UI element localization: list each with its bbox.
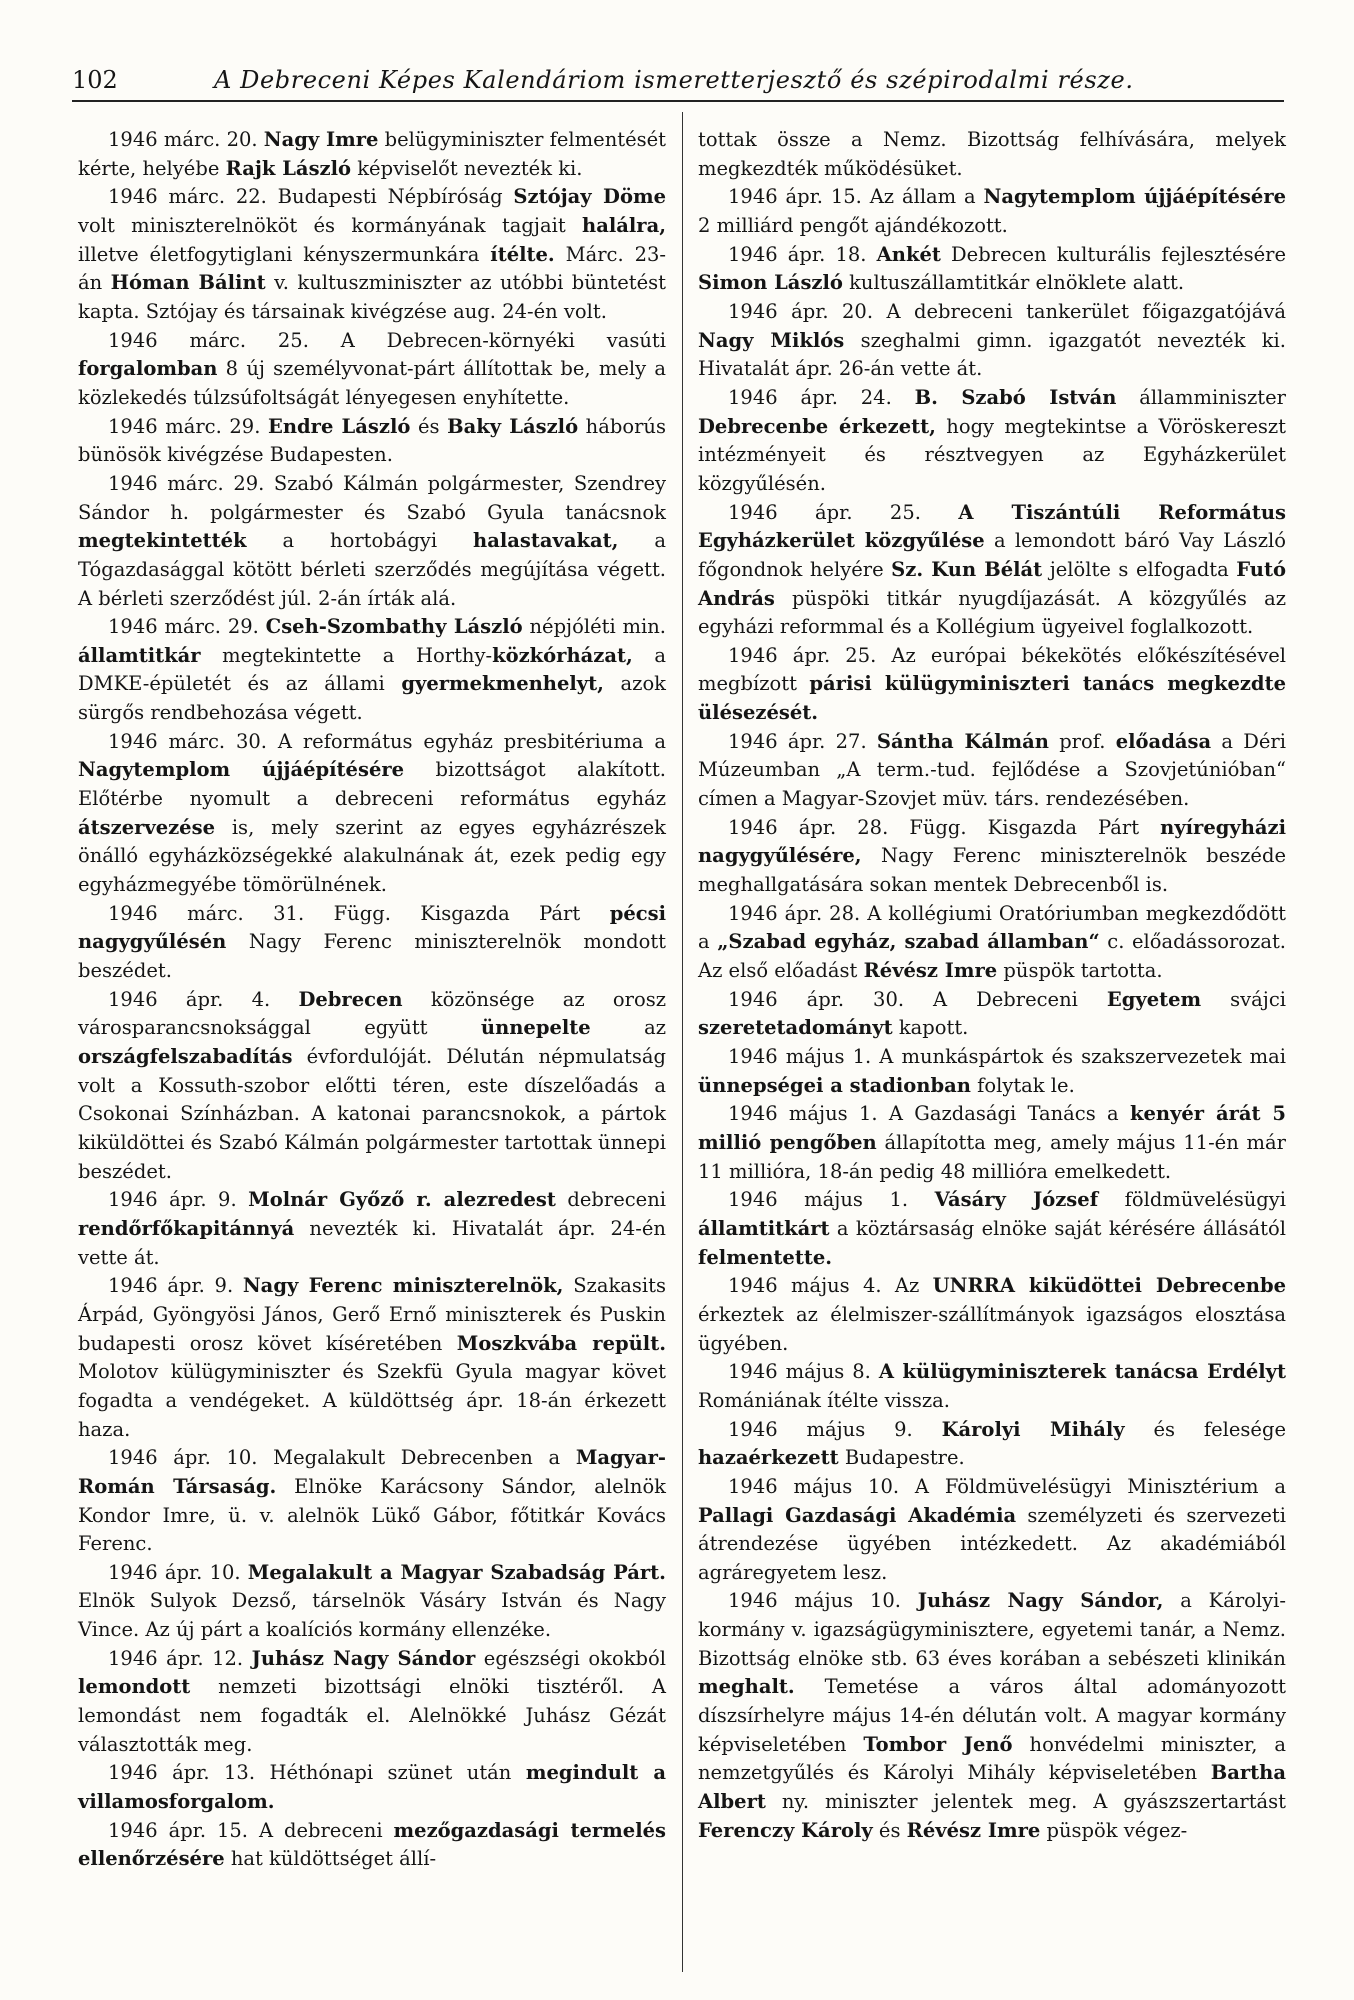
emphasis: Debrecen xyxy=(298,987,403,1011)
emphasis: Vásáry József xyxy=(934,1188,1099,1212)
emphasis: Sztójay Döme xyxy=(513,185,666,209)
chronicle-entry: 1946 ápr. 24. B. Szabó István államminiszter Debrecenbe érkezett, hogy megtekintse a Vöröskereszt intézményeit és résztvegyen az Egyházkerület közgyűlésén. xyxy=(698,385,1287,495)
chronicle-entry: 1946 márc. 25. A Debrecen-környéki vasúti forgalomban 8 új személyvonat-párt állítottak be, mely a közlekedés túlzsúfoltságát lényegesen enyhítette. xyxy=(78,328,666,409)
emphasis: államtitkár xyxy=(78,643,201,667)
chronicle-entry: 1946 ápr. 15. A debreceni mezőgazdasági termelés ellenőrzésére hat küldöttséget állí- xyxy=(78,1818,666,1871)
chronicle-entry: 1946 ápr. 4. Debrecen közönsége az orosz városparancsnoksággal együtt ünnepelte az országfelszabadítás évfordulóját. Délután népmulatság volt a Kossuth-szobor előtti téren, este díszelőadás a Csokonai Színházban. A katonai parancsnokok, a pártok kiküldöttei és Szabó Kálmán polgármester tartottak ünnepi beszédet. xyxy=(78,987,666,1183)
chronicle-entry: 1946 márc. 29. Endre László és Baky László háborús bünösök kivégzése Budapesten. xyxy=(78,414,666,467)
chronicle-entry: 1946 ápr. 15. Az állam a Nagytemplom újjáépítésére 2 milliárd pengőt ajándékozott. xyxy=(698,185,1286,237)
emphasis: ünnepségei a stadionban xyxy=(698,1073,971,1097)
emphasis: megindult a villamosforgalom. xyxy=(78,1761,666,1814)
chronicle-entry: tottak össze a Nemz. Bizottság felhívására, melyek megkezdték működésüket. xyxy=(698,128,1286,180)
emphasis: halastavakat, xyxy=(473,529,619,553)
chronicle-entry: 1946 május 1. A Gazdasági Tanács a kenyér árát 5 millió pengőben állapította meg, amely május 11-én már 11 millióra, 18-án pedig 48 millióra emelkedett. xyxy=(698,1102,1286,1183)
emphasis: országfelszabadítás xyxy=(78,1045,293,1068)
emphasis: Simon László xyxy=(698,271,843,295)
emphasis: gyermekmenhelyt, xyxy=(401,672,604,696)
chronicle-entry: 1946 ápr. 9. Nagy Ferenc miniszterelnök, Szakasits Árpád, Gyöngyösi János, Gerő Ernő miniszterek és Puskin budapesti orosz követ kíséretében Moszkvába repült. Molotov külügyminiszter és Szekfü Gyula magyar követ fogadta a vendégeket. A küldöttség ápr. 18-án érkezett haza. xyxy=(78,1274,666,1441)
emphasis: szeretetadományt xyxy=(698,1016,893,1040)
emphasis: Magyar-Román Társaság. xyxy=(78,1446,666,1498)
emphasis: A Tiszántúli Református Egyházkerület közgyűlése xyxy=(698,500,1286,553)
emphasis: mezőgazdasági termelés ellenőrzésére xyxy=(78,1818,666,1871)
emphasis: nyíregyházi nagygyűlésére, xyxy=(698,815,1286,868)
emphasis: Endre László xyxy=(268,414,411,438)
emphasis: Juhász Nagy Sándor, xyxy=(917,1589,1164,1613)
emphasis: közkórházat, xyxy=(492,643,633,667)
chronicle-entry: 1946 ápr. 25. A Tiszántúli Református Egyházkerület közgyűlése a lemondott báró Vay László főgondnok helyére Sz. Kun Bélát jelölte s elfogadta Futó András püspöki titkár nyugdíjazását. A közgyűlés az egyházi reformmal és a Kollégium ügyeivel foglalkozott. xyxy=(698,500,1286,639)
emphasis: Ankét xyxy=(876,242,941,266)
chronicle-entry: 1946 május 10. A Földmüvelésügyi Minisztérium a Pallagi Gazdasági Akadémia személyzeti és szervezeti átrendezése ügyében intézkedett. Az akadémiából agráregyetem lesz. xyxy=(698,1474,1286,1584)
chronicle-entry: 1946 ápr. 12. Juhász Nagy Sándor egészségi okokból lemondott nemzeti bizottsági elnöki tisztéről. A lemondást nem fogadták el. Alelnökké Juhász Gézát választották meg. xyxy=(78,1646,666,1756)
chronicle-entry: 1946 május 10. Juhász Nagy Sándor, a Károlyi-kormány v. igazságügyminisztere, egyetemi tanár, a Nemz. Bizottság elnöke stb. 63 éves korában a sebészeti klinikán meghalt. Temetése a város által adományozott díszsírhelyre május 14-én délután volt. A magyar kormány képviseletében Tombor Jenő honvédelmi miniszter, a nemzetgyűlés és Károlyi Mihály képviseletében Bartha Albert ny. miniszter jelentek meg. A gyászszertartást Ferenczy Károly és Révész Imre püspök végez- xyxy=(698,1589,1287,1842)
emphasis: rendőrfőkapitánnyá xyxy=(78,1216,295,1240)
chronicle-entry: 1946 márc. 30. A református egyház presbitériuma a Nagytemplom újjáépítésére bizottságot alakított. Előtérbe nyomult a debreceni református egyház átszervezése is, mely szerint az egyes egyházrészek önálló egyházközségekké alakulnának át, ezek pedig egy egyházmegyébe tömörülnének. xyxy=(78,729,667,897)
chronicle-entry: 1946 ápr. 28. A kollégiumi Oratóriumban megkezdődött a „Szabad egyház, szabad államban“ c. előadássorozat. Az első előadást Révész Imre püspök tartotta. xyxy=(698,901,1286,983)
chronicle-entry: 1946 ápr. 27. Sántha Kálmán prof. előadása a Déri Múzeumban „A term.-tud. fejlődése a Szovjetúnióban“ címen a Magyar-Szovjet müv. társ. rendezésében. xyxy=(698,729,1286,811)
emphasis: Nagy Ferenc miniszterelnök, xyxy=(242,1274,564,1298)
chronicle-entry: 1946 ápr. 28. Függ. Kisgazda Párt nyíregyházi nagygyűlésére, Nagy Ferenc miniszterelnök beszéde meghallgatására sokan mentek Debrecenből is. xyxy=(698,815,1286,897)
emphasis: Károlyi Mihály xyxy=(941,1417,1125,1441)
emphasis: halálra, xyxy=(582,213,666,237)
chronicle-entry: 1946 ápr. 10. Megalakult Debrecenben a Magyar-Román Társaság. Elnöke Karácsony Sándor, alelnök Kondor Imre, ü. v. alelnök Lükő Gábor, főtitkár Kovács Ferenc. xyxy=(78,1446,666,1556)
chronicle-entry: 1946 márc. 29. Cseh-Szombathy László népjóléti min. államtitkár megtekintette a Horthy-közkórházat, a DMKE-épületét és az állami gyermekmenhelyt, azok sürgős rendbehozása végett. xyxy=(78,615,666,725)
emphasis: B. Szabó István xyxy=(914,385,1117,409)
emphasis: ünnepelte xyxy=(480,1016,591,1040)
emphasis: meghalt. xyxy=(698,1675,795,1699)
emphasis: A külügyminiszterek tanácsa Erdélyt xyxy=(878,1360,1286,1384)
emphasis: hazaérkezett xyxy=(698,1446,839,1470)
chronicle-entry: 1946 márc. 20. Nagy Imre belügyminiszter felmentését kérte, helyébe Rajk László képviselőt nevezték ki. xyxy=(78,128,667,180)
chronicle-entry: 1946 ápr. 30. A Debreceni Egyetem svájci szeretetadományt kapott. xyxy=(698,987,1286,1040)
chronicle-entry: 1946 márc. 22. Budapesti Népbíróság Sztójay Döme volt miniszterelnököt és kormányának tagjait halálra, illetve életfogytiglani kényszermunkára ítélte. Márc. 23-án Hóman Bálint v. kultuszminiszter az utóbbi büntetést kapta. Sztójay és társainak kivégzése aug. 24-én volt. xyxy=(78,185,666,323)
emphasis: Molnár Győző r. alezredest xyxy=(248,1188,556,1212)
emphasis: Baky László xyxy=(447,414,579,438)
emphasis: Egyetem xyxy=(1106,987,1202,1011)
chronicle-entry: 1946 ápr. 25. Az európai békekötés előkészítésével megbízott párisi külügyminiszteri tanács megkezdte ülésezését. xyxy=(698,643,1286,725)
running-title: A Debreceni Képes Kalendáriom ismeretterjesztő és szépirodalmi része. xyxy=(214,66,1134,94)
chronicle-entry: 1946 ápr. 18. Ankét Debrecen kulturális fejlesztésére Simon László kultuszállamtitkár elnöklete alatt. xyxy=(698,242,1286,295)
chronicle-entry: 1946 ápr. 10. Megalakult a Magyar Szabadság Párt. Elnök Sulyok Dezső, társelnök Vásáry István és Nagy Vince. Az új párt a koalíciós kormány ellenzéke. xyxy=(78,1560,666,1642)
running-header xyxy=(72,66,1284,102)
chronicle-entry: 1946 ápr. 20. A debreceni tankerület főigazgatójává Nagy Miklós szeghalmi gimn. igazgatót nevezték ki. Hivatalát ápr. 26-án vette át. xyxy=(698,299,1286,381)
emphasis: lemondott xyxy=(78,1675,191,1699)
emphasis: Juhász Nagy Sándor xyxy=(251,1646,476,1670)
left-text-column xyxy=(78,126,666,1874)
chronicle-entry: 1946 ápr. 13. Héthónapi szünet után megindult a villamosforgalom. xyxy=(78,1761,666,1814)
emphasis: Sántha Kálmán xyxy=(876,729,1049,753)
chronicle-entry: 1946 márc. 31. Függ. Kisgazda Párt pécsi nagygyűlésén Nagy Ferenc miniszterelnök mondott beszédet. xyxy=(78,901,666,983)
emphasis: Cseh-Szombathy László xyxy=(265,615,523,639)
chronicle-entry: 1946 ápr. 9. Molnár Győző r. alezredest debreceni rendőrfőkapitánnyá nevezték ki. Hivatalát ápr. 24-én vette át. xyxy=(78,1188,667,1269)
emphasis: kenyér árát 5 millió pengőben xyxy=(698,1102,1286,1154)
emphasis: ítélte. xyxy=(490,242,555,266)
emphasis: Hóman Bálint xyxy=(110,271,266,295)
emphasis: párisi külügyminiszteri tanács megkezdte ülésezését. xyxy=(698,672,1286,725)
chronicle-entry: 1946 május 1. Vásáry József földmüvelésügyi államtitkárt a köztársaság elnöke saját kérésére állásától felmentette. xyxy=(698,1188,1287,1269)
emphasis: megtekintették xyxy=(78,529,247,553)
emphasis: Ferenczy Károly xyxy=(698,1818,873,1842)
emphasis: forgalomban xyxy=(78,357,218,381)
emphasis: Bartha Albert xyxy=(698,1761,1286,1814)
emphasis: UNRRA kiküdöttei Debrecenbe xyxy=(932,1274,1287,1298)
emphasis: Nagy Imre xyxy=(263,128,379,151)
emphasis: államtitkárt xyxy=(698,1216,830,1240)
chronicle-entry: 1946 május 9. Károlyi Mihály és felesége hazaérkezett Budapestre. xyxy=(698,1417,1286,1470)
emphasis: Moszkvába repült. xyxy=(456,1331,666,1355)
chronicle-entry: 1946 május 4. Az UNRRA kiküdöttei Debrecenbe érkeztek az élelmiszer-szállítmányok igazságos elosztása ügyében. xyxy=(698,1274,1287,1355)
emphasis: Megalakult a Magyar Szabadság Párt. xyxy=(247,1560,666,1584)
emphasis: átszervezése xyxy=(78,815,215,839)
emphasis: Nagytemplom újjáépítésére xyxy=(983,185,1286,209)
right-text-column xyxy=(698,126,1286,1845)
emphasis: Révész Imre xyxy=(863,959,998,983)
emphasis: Nagytemplom újjáépítésére xyxy=(78,758,405,782)
chronicle-entry: 1946 május 8. A külügyminiszterek tanácsa Erdélyt Romániának ítélte vissza. xyxy=(698,1360,1286,1412)
emphasis: Rajk László xyxy=(225,156,352,180)
chronicle-entry: 1946 márc. 29. Szabó Kálmán polgármester, Szendrey Sándor h. polgármester és Szabó Gyula tanácsnok megtekintették a hortobágyi halastavakat, a Tógazdasággal kötött bérleti szerződés megújítása végett. A bérleti szerződést júl. 2-án írták alá. xyxy=(78,471,666,610)
emphasis: előadása xyxy=(1115,729,1212,753)
emphasis: Sz. Kun Bélát xyxy=(891,557,1043,581)
emphasis: Debrecenbe érkezett, xyxy=(698,414,936,438)
emphasis: Futó András xyxy=(698,557,1286,610)
chronicle-entry: 1946 május 1. A munkáspártok és szakszervezetek mai ünnepségei a stadionban folytak le. xyxy=(698,1045,1286,1097)
emphasis: felmentette. xyxy=(698,1245,833,1269)
emphasis: Tombor Jenő xyxy=(863,1732,1013,1756)
page-number: 102 xyxy=(72,66,118,94)
emphasis: Pallagi Gazdasági Akadémia xyxy=(698,1503,1017,1527)
emphasis: „Szabad egyház, szabad államban“ xyxy=(717,930,1100,954)
emphasis: pécsi nagygyűlésén xyxy=(78,901,666,954)
emphasis: Nagy Miklós xyxy=(698,328,845,352)
emphasis: Révész Imre xyxy=(906,1818,1041,1842)
column-divider xyxy=(682,112,683,1972)
